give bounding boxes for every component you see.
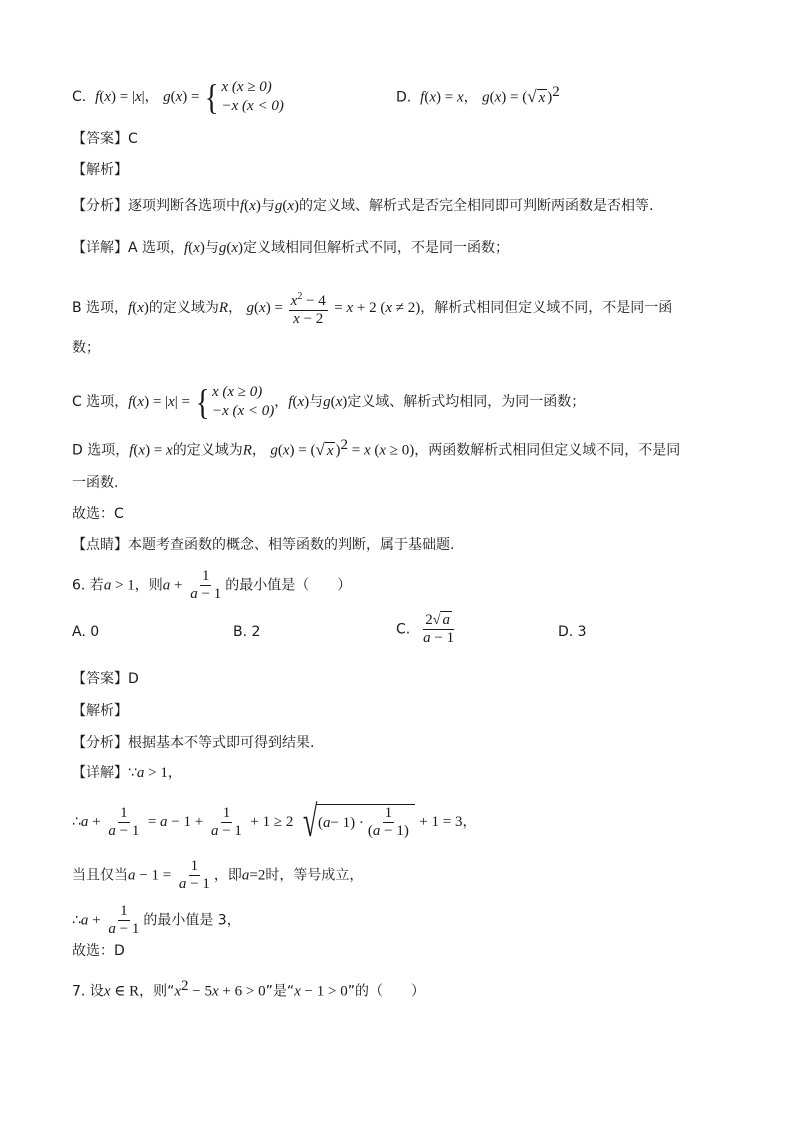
q5-detail-a: 【详解】A 选项，f(x)与g(x)定义域相同但解析式不同，不是同一函数； <box>72 240 510 256</box>
q5-detail-b: B 选项，f(x)的定义域为R， g(x) = $\frac{x^2 - 4}{x - 2}$ = x + 2 (x ≠ 2)，解析式相同但定义域不同，不是同一函 <box>72 288 672 328</box>
q6-derivation: ∴a + $\frac{1}{a - 1}$ = a − 1 + $\frac{1}{a - 1}$ + 1 ≥ 2 √ ( a − 1) · $\frac{1}{(a - 1)}$ + 1 = 3， <box>72 797 477 846</box>
q5-detail-d: D 选项，f(x) = x的定义域为R， g(x) = (√ x )$^2$ = x (x ≥ 0)，两函数解析式相同但定义域不同，不是同 <box>72 437 681 460</box>
q6-option-a: A. 0 <box>72 624 100 640</box>
q5-option-c: C. f(x) = |x|， g(x) = { x (x ≥ 0) −x (x < 0) <box>72 77 284 117</box>
square-root: √ ( a − 1) · $\frac{1}{(a - 1)}$ <box>298 800 415 844</box>
fraction: $\frac{1}{a - 1}$ <box>190 568 222 602</box>
q6-stem: 6. 若a > 1，则a + $\frac{1}{a - 1}$ 的最小值是（ ） <box>72 568 352 602</box>
q5-option-d: D. f(x) = x， g(x) = (√ x )$^2$ <box>396 84 560 107</box>
q6-option-c: C. $\frac{2√ a}{a - 1}$ <box>396 612 455 647</box>
q6-answer: 【答案】D <box>72 671 139 687</box>
q5-detail-c: C 选项，f(x) = |x| = { x (x ≥ 0) −x (x < 0) ，f(x)与g(x)定义域、解析式均相同，为同一函数； <box>72 382 586 422</box>
piecewise-brace: { x (x ≥ 0) −x (x < 0) <box>195 382 275 422</box>
fraction: $\frac{1}{a - 1}$ <box>178 858 210 892</box>
q6-option-d: D. 3 <box>558 624 587 640</box>
q5-answer: 【答案】C <box>72 131 138 147</box>
q6-condition: 当且仅当a − 1 = $\frac{1}{a - 1}$ ，即a=2时，等号成立， <box>72 858 364 892</box>
fraction: $\frac{1}{a - 1}$ <box>108 903 140 937</box>
q6-conclusion: ∴a + $\frac{1}{a - 1}$ 的最小值是 3， <box>72 903 241 937</box>
q6-choice: 故选：D <box>72 943 125 959</box>
q5-fenxi: 【分析】逐项判断各选项中f(x)与g(x)的定义域、解析式是否完全相同即可判断两函数是否相等. <box>72 198 654 214</box>
q5-choice: 故选：C <box>72 506 124 522</box>
q6-option-b: B. 2 <box>233 624 261 640</box>
q5-detail-d-cont: 一函数. <box>72 475 119 491</box>
q6-fenxi: 【分析】根据基本不等式即可得到结果. <box>72 735 315 751</box>
q5-analysis-tag: 【解析】 <box>72 162 128 178</box>
fraction: $\frac{x^2 - 4}{x - 2}$ <box>289 288 328 328</box>
q6-detail: 【详解】∵a > 1， <box>72 765 182 781</box>
q6-analysis-tag: 【解析】 <box>72 703 128 719</box>
fraction: $\frac{1}{a - 1}$ <box>210 804 242 839</box>
q5-detail-b-cont: 数； <box>72 340 100 356</box>
fraction: $\frac{2√ a}{a - 1}$ <box>423 612 455 647</box>
q7-stem: 7. 设x ∈ R，则“$x^2 - 5x + 6 > 0$”是“x − 1 > 0”的（ ） <box>72 978 425 1000</box>
fraction: $\frac{1}{a - 1}$ <box>108 804 140 839</box>
piecewise-brace: { x (x ≥ 0) −x (x < 0) <box>204 77 284 117</box>
q5-comment: 【点睛】本题考查函数的概念、相等函数的判断，属于基础题. <box>72 537 455 553</box>
